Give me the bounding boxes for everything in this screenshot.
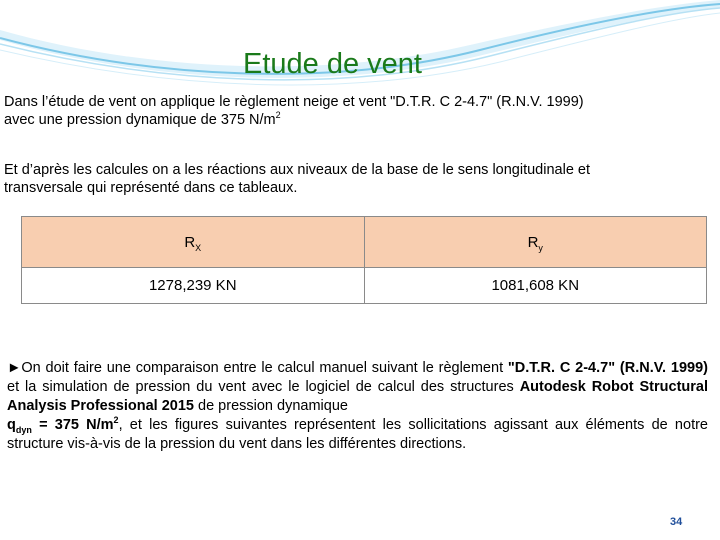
reactions-table <box>21 216 707 304</box>
reactions-line-2: transversale qui représenté dans ce tableaux. <box>4 180 298 196</box>
header-ry <box>364 217 707 268</box>
norm-reference: "D.T.R. C 2-4.7" (R.N.V. 1999) <box>507 360 708 376</box>
comparison-text-c: de pression dynamique <box>194 398 348 414</box>
bullet-arrow-icon: ► <box>7 360 22 376</box>
table-row <box>22 268 707 304</box>
q-subscript: dyn <box>15 424 32 435</box>
comparison-text-d: , et les figures suivantes représentent les sollicitations agissant aux éléments de notre structure vis-à-vis de la pression du vent dans les différentes directions. <box>7 417 708 452</box>
ry-value: 1081,608 KN <box>364 268 707 304</box>
rx-subscript: X <box>195 242 202 253</box>
comparison-text-a: On doit faire une comparaison entre le calcul manuel suivant le règlement <box>21 360 508 376</box>
slide-title: Etude de vent <box>243 48 422 80</box>
q-exponent: 2 <box>113 415 119 426</box>
comparison-text-b: et la simulation de pression du vent avec le logiciel de calcul des structures <box>7 379 520 395</box>
intro-paragraph <box>4 93 704 129</box>
page-number: 34 <box>670 516 683 528</box>
intro-line-2: avec une pression dynamique de 375 N/m <box>4 112 276 128</box>
ry-subscript: y <box>538 242 543 253</box>
table-header-row <box>22 217 707 268</box>
rx-value: 1278,239 KN <box>22 268 365 304</box>
reactions-paragraph <box>4 161 704 197</box>
ry-symbol: R <box>527 233 539 251</box>
intro-unit-exponent: 2 <box>275 110 281 121</box>
comparison-paragraph <box>7 359 708 454</box>
software-name: Autodesk Robot Structural Analysis Professional 2015 <box>7 379 708 414</box>
q-symbol: q <box>7 417 16 433</box>
header-rx <box>22 217 365 268</box>
intro-line-1: Dans l’étude de vent on applique le règlement neige et vent "D.T.R. C 2-4.7" (R.N.V. 1999) <box>4 94 584 110</box>
rx-symbol: R <box>184 233 196 251</box>
q-value: = 375 N/m <box>31 417 114 433</box>
reactions-line-1: Et d’après les calcules on a les réactions aux niveaux de la base de le sens longitudinale et <box>4 162 591 178</box>
